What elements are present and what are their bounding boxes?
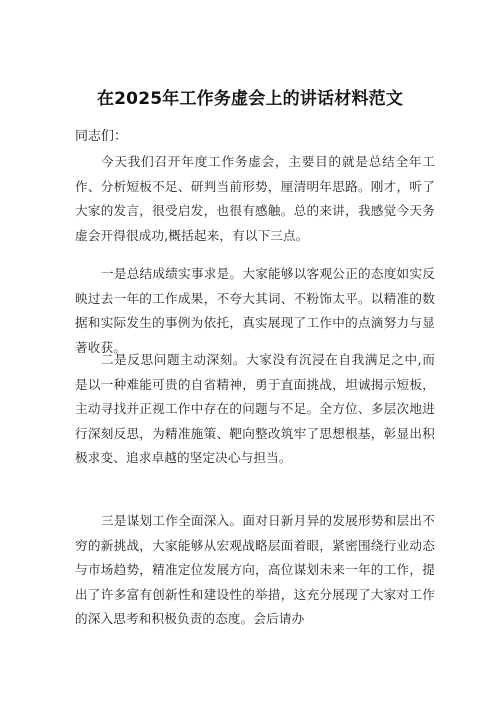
paragraph-intro: 今天我们召开年度工作务虚会，主要目的就是总结全年工作、分析短板不足、研判当前形势，厘清明年思路。刚才，听了大家的发言，很受启发，也很有感触。总的来讲，我感觉今天务虚会开得很成功,概括起来，有以下三点。 [75, 154, 435, 243]
document-title: 在2025年工作务虚会上的讲话材料范文 [96, 89, 404, 109]
paragraph-point-two: 二是反思问题主动深刻。大家没有沉浸在自我满足之中,而是以一种难能可贵的自省精神，勇于直面挑战，坦诚揭示短板，主动寻找并正视工作中存在的问题与不足。全方位、多层次地进行深刻反思，为精准施策、靶向整改筑牢了思想根基，彰显出积极求变、追求卓越的坚定决心与担当。 [75, 352, 435, 465]
paragraph-point-three: 三是谋划工作全面深入。面对日新月异的发展形势和层出不穷的新挑战，大家能够从宏观战略层面着眼，紧密围绕行业动态与市场趋势，精准定位发展方向，高位谋划未来一年的工作，提出了许多富有创新性和建设性的举措，这充分展现了大家对工作的深入思考和积极负责的态度。会后请办 [75, 513, 435, 626]
salutation: 同志们： [75, 129, 128, 144]
paragraph-point-one: 一是总结成绩实事求是。大家能够以客观公正的态度如实反映过去一年的工作成果，不夸大其词、不粉饰太平。以精准的数据和实际发生的事例为依托，真实展现了工作中的点滴努力与显著收获。 [75, 266, 435, 355]
